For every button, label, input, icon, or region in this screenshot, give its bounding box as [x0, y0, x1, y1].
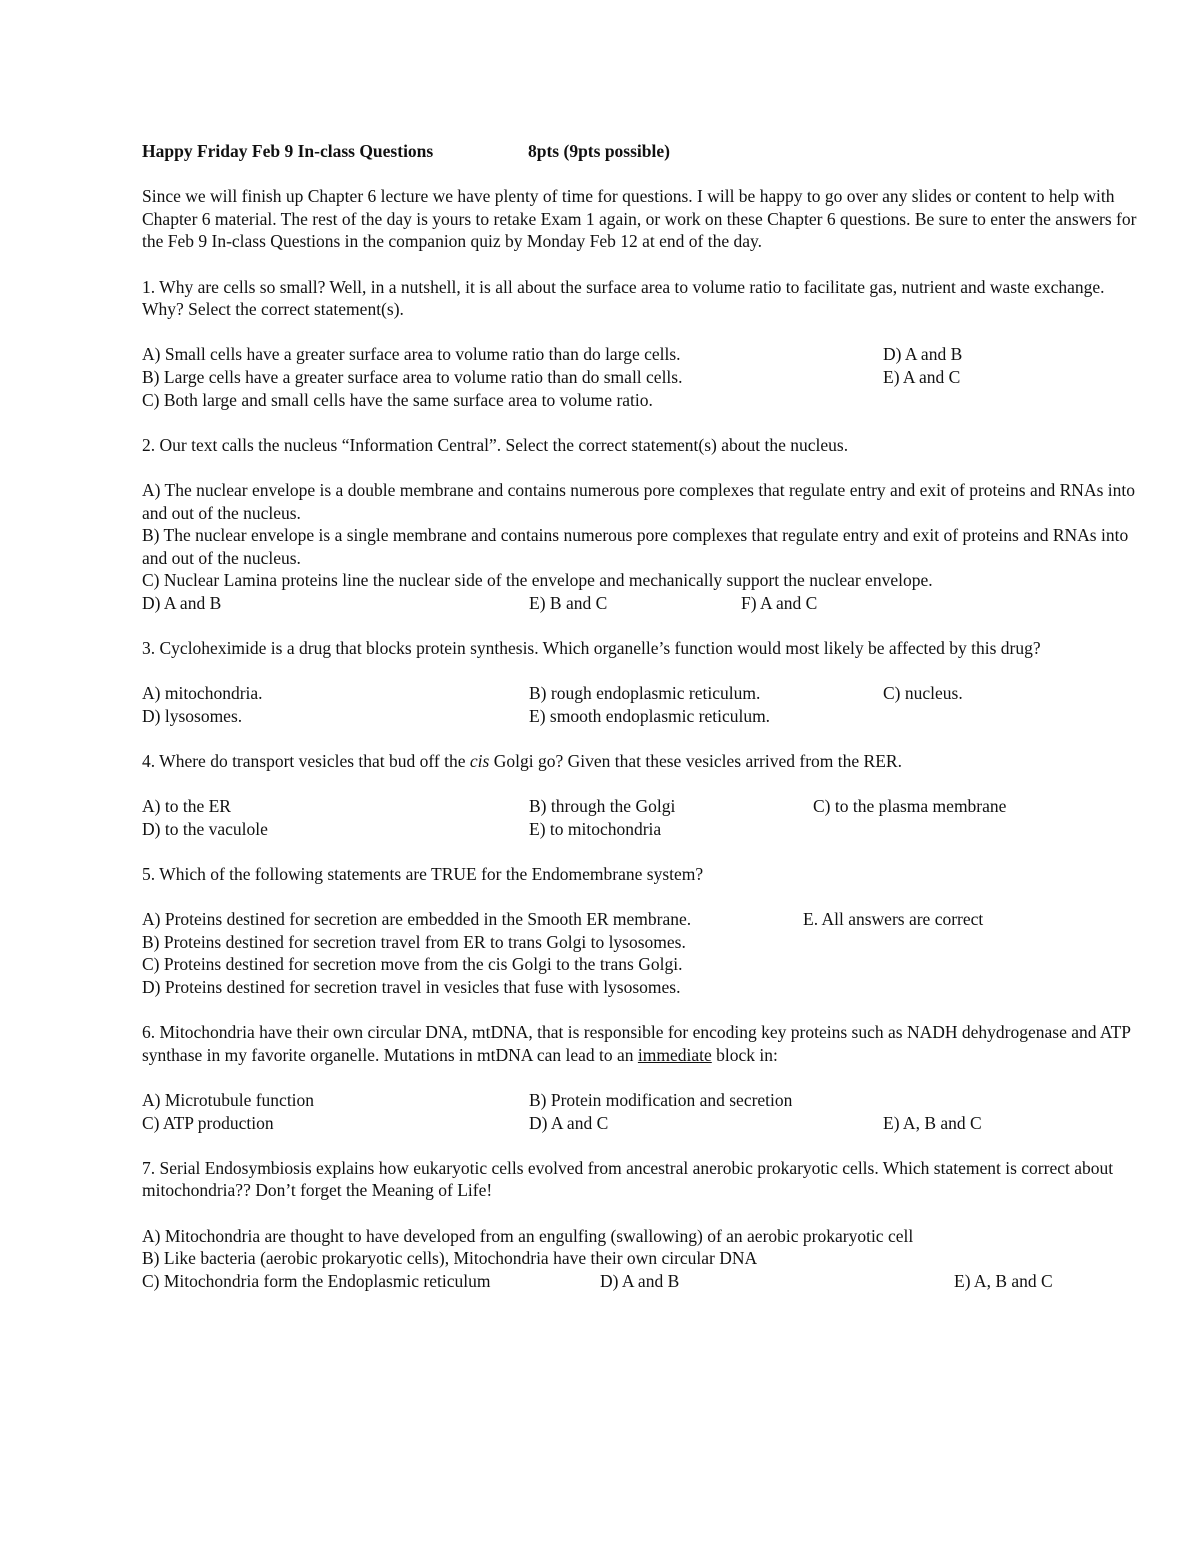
option-row	[142, 795, 1142, 818]
option-row	[142, 976, 1142, 999]
option-d: D) A and B	[600, 1270, 680, 1291]
option-row	[142, 953, 1142, 976]
stem-text: 6. Mitochondria have their own circular DNA, mtDNA, that is responsible for encoding key proteins such as NADH dehydrogenase and ATP synthase in my favorite organelle. Mutations in mtDNA can lead to an	[142, 1022, 1131, 1065]
title-text: Happy Friday Feb 9 In-class Questions	[142, 141, 434, 161]
option-d: D) lysosomes.	[142, 705, 243, 726]
option-row	[142, 818, 1142, 841]
option-b: B) Large cells have a greater surface area to volume ratio than do small cells.	[142, 366, 683, 387]
page-title	[142, 140, 1142, 163]
option-d: D) A and B	[142, 592, 222, 613]
question-3-options	[142, 682, 1142, 727]
question-4-options	[142, 795, 1142, 840]
option-b: B) rough endoplasmic reticulum.	[529, 683, 761, 704]
option-row	[142, 682, 1142, 705]
option-row	[142, 343, 1142, 366]
question-6	[142, 1021, 1142, 1134]
question-1-options	[142, 343, 1142, 411]
question-6-options	[142, 1089, 1142, 1134]
question-1	[142, 276, 1142, 412]
option-c: C) ATP production	[142, 1112, 274, 1133]
option-row	[142, 1112, 1142, 1135]
option-row	[142, 592, 1142, 615]
stem-text: Golgi go? Given that these vesicles arrived from the RER.	[489, 751, 902, 772]
stem-underlined-text: immediate	[637, 1044, 712, 1065]
option-e: E) A and C	[883, 366, 961, 387]
option-e: E) smooth endoplasmic reticulum.	[529, 705, 771, 726]
option-d: D) to the vaculole	[142, 818, 268, 839]
question-5-stem: 5. Which of the following statements are TRUE for the Endomembrane system?	[142, 864, 704, 884]
option-row	[142, 366, 1142, 389]
option-c: C) nucleus.	[883, 683, 963, 704]
option-f: F) A and C	[741, 592, 818, 613]
option-d: D) Proteins destined for secretion travel in vesicles that fuse with lysosomes.	[142, 976, 681, 997]
option-e: E. All answers are correct	[803, 909, 984, 930]
document-page	[142, 140, 1142, 1292]
option-b: B) The nuclear envelope is a single membrane and contains numerous pore complexes that regulate entry and exit of proteins and RNAs into and out of the nucleus.	[142, 525, 1129, 568]
option-b: B) Proteins destined for secretion travel from ER to trans Golgi to lysosomes.	[142, 931, 686, 952]
question-2-stem: 2. Our text calls the nucleus “Information Central”. Select the correct statement(s) about the nucleus.	[142, 434, 849, 455]
points-text: 8pts (9pts possible)	[528, 141, 670, 161]
stem-text: 4. Where do transport vesicles that bud off the	[142, 751, 470, 772]
option-d: D) A and B	[883, 344, 963, 365]
option-c: C) Nuclear Lamina proteins line the nuclear side of the envelope and mechanically support the nuclear envelope.	[142, 570, 933, 591]
option-c: C) Proteins destined for secretion move from the cis Golgi to the trans Golgi.	[142, 954, 683, 975]
question-4-stem	[142, 750, 1142, 773]
option-a: A) Proteins destined for secretion are embedded in the Smooth ER membrane.	[142, 909, 692, 930]
question-1-stem: 1. Why are cells so small? Well, in a nutshell, it is all about the surface area to volume ratio to facilitate gas, nutrient and waste exchange. Why? Select the correct statement(s).	[142, 276, 1105, 320]
option-e: E) A, B and C	[883, 1112, 982, 1133]
option-row	[142, 908, 1142, 931]
option-b: B) Protein modification and secretion	[529, 1089, 793, 1110]
option-a: A) Small cells have a greater surface area to volume ratio than do large cells.	[142, 344, 681, 365]
option-a: A) Mitochondria are thought to have developed from an engulfing (swallowing) of an aerobic prokaryotic cell	[142, 1225, 914, 1246]
intro-paragraph: Since we will finish up Chapter 6 lecture we have plenty of time for questions. I will be happy to go over any slides or content to help with Chapter 6 material. The rest of the day is yours to retake Exam 1 again, or work on these Chapter 6 questions. Be sure to enter the answers for the Feb 9 In-class Questions in the companion quiz by Monday Feb 12 at end of the day.	[142, 186, 1137, 252]
question-5	[142, 863, 1142, 999]
option-row	[142, 389, 1142, 412]
option-row	[142, 931, 1142, 954]
option-c: C) Both large and small cells have the same surface area to volume ratio.	[142, 389, 653, 410]
option-d: D) A and C	[529, 1112, 609, 1133]
option-e: E) to mitochondria	[529, 818, 662, 839]
option-row	[142, 1089, 1142, 1112]
option-c: C) Mitochondria form the Endoplasmic reticulum	[142, 1270, 491, 1291]
option-a: A) Microtubule function	[142, 1089, 315, 1110]
question-7	[142, 1157, 1142, 1293]
option-row	[142, 1247, 1142, 1270]
stem-italic-text: cis	[469, 751, 490, 772]
stem-text: block in:	[711, 1044, 778, 1065]
question-5-options	[142, 908, 1142, 998]
option-b: B) through the Golgi	[529, 796, 676, 817]
option-a: A) to the ER	[142, 796, 231, 817]
option-b: B) Like bacteria (aerobic prokaryotic cells), Mitochondria have their own circular DNA	[142, 1248, 758, 1269]
option-e: E) B and C	[529, 592, 608, 613]
option-c: C) to the plasma membrane	[813, 796, 1007, 817]
question-3-stem: 3. Cycloheximide is a drug that blocks protein synthesis. Which organelle’s function would most likely be affected by this drug?	[142, 638, 1041, 659]
option-row	[142, 1270, 1142, 1293]
option-row	[142, 705, 1142, 728]
option-row	[142, 1225, 1142, 1248]
option-a: A) The nuclear envelope is a double membrane and contains numerous pore complexes that regulate entry and exit of proteins and RNAs into and out of the nucleus.	[142, 479, 1135, 523]
question-6-stem	[142, 1021, 1142, 1066]
question-3	[142, 637, 1142, 727]
question-4	[142, 750, 1142, 840]
option-a: A) mitochondria.	[142, 683, 263, 704]
question-7-options	[142, 1225, 1142, 1293]
question-7-stem: 7. Serial Endosymbiosis explains how eukaryotic cells evolved from ancestral anerobic prokaryotic cells. Which statement is correct about mitochondria?? Don’t forget the Meaning of Life!	[142, 1157, 1114, 1201]
option-e: E) A, B and C	[954, 1270, 1053, 1291]
question-2-options	[142, 479, 1142, 615]
question-2	[142, 434, 1142, 615]
